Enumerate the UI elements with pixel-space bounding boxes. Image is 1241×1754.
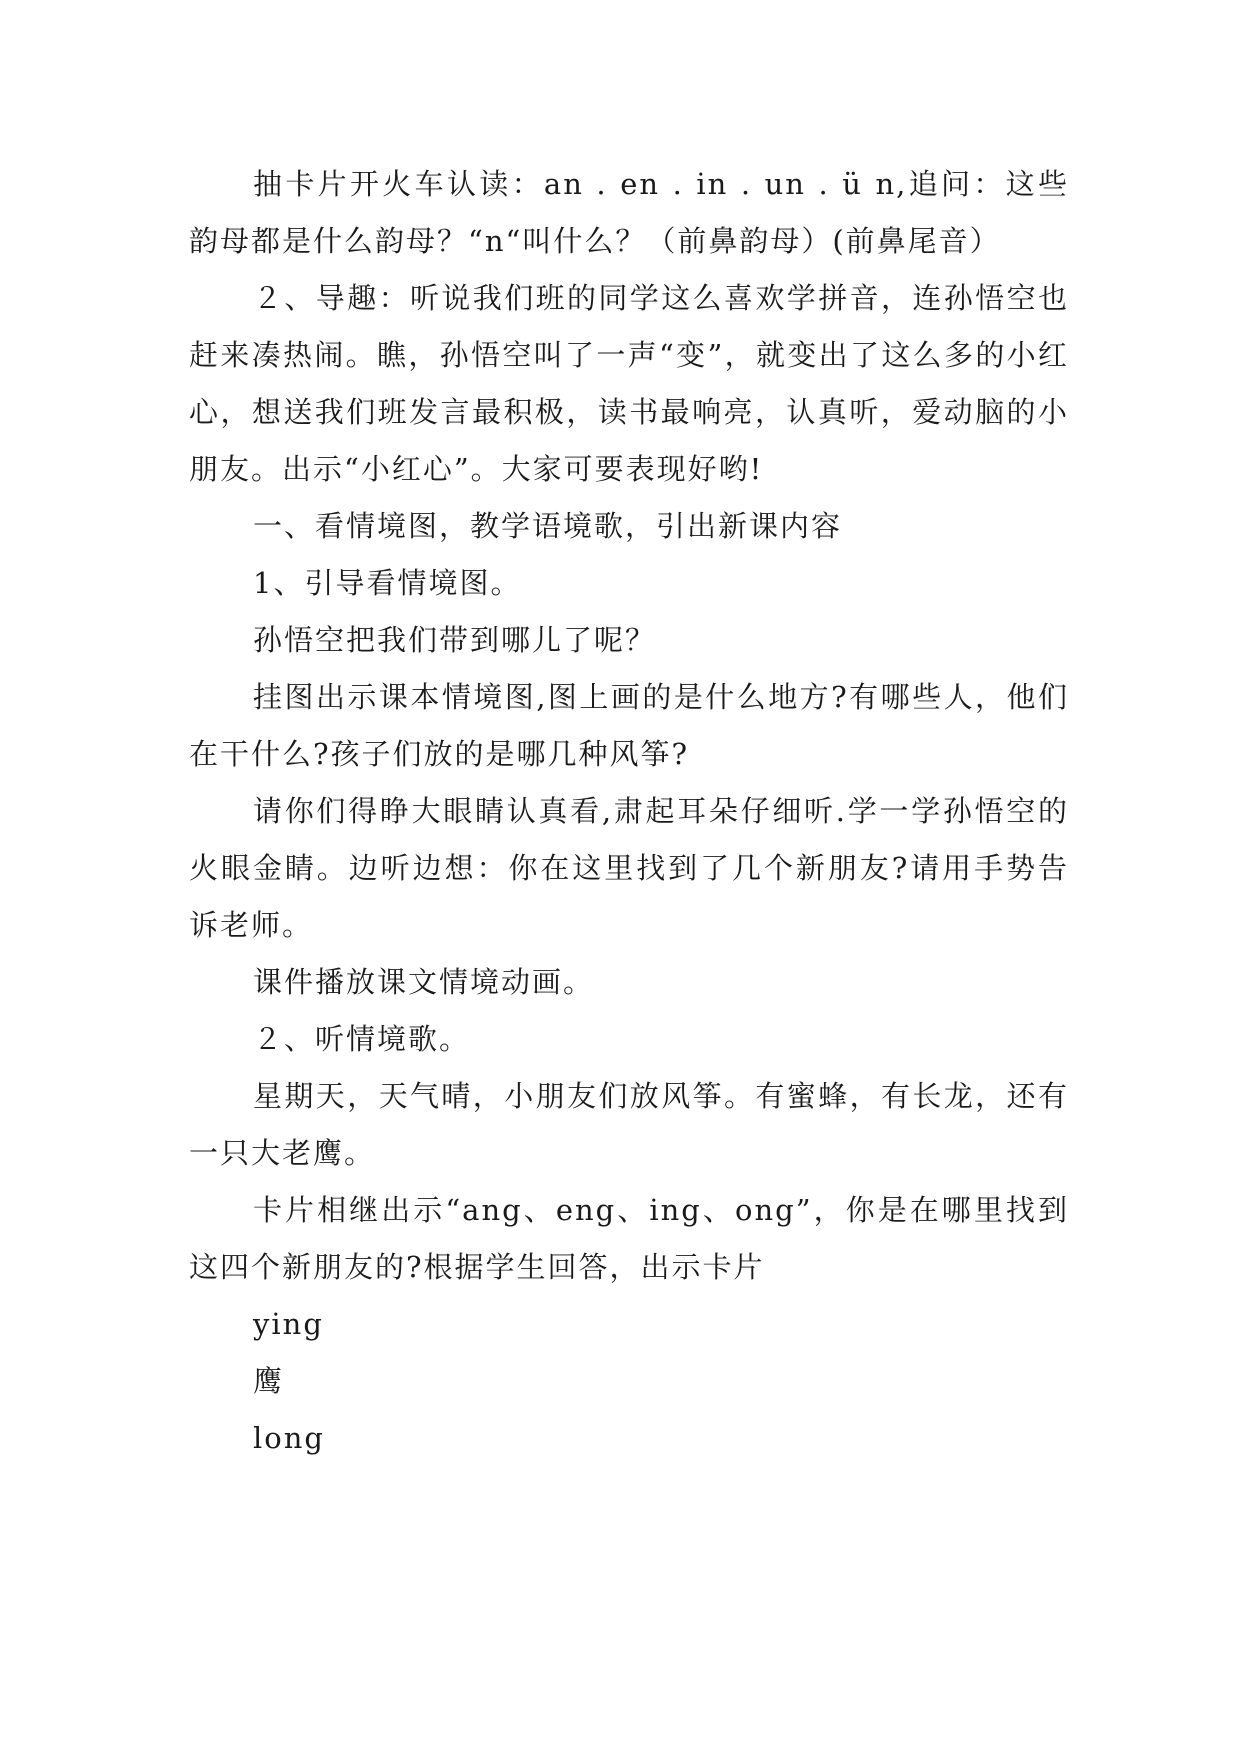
card-text: long xyxy=(253,1421,325,1455)
paragraph: 1、引导看情境图。 xyxy=(253,566,522,600)
paragraph: 孙悟空把我们带到哪儿了呢？ xyxy=(253,623,657,657)
card-text: ying xyxy=(253,1307,324,1341)
paragraph: 星期天，天气晴，小朋友们放风筝。有蜜蜂，有长龙，还有一只大老鹰。 xyxy=(189,1079,1069,1170)
paragraph: ２、听情境歌。 xyxy=(253,1022,471,1056)
paragraph: 抽卡片开火车认读：an . en . in . un . ü n,追问：这些韵母都是什么韵母？“n“叫什么？（前鼻韵母）(前鼻尾音） xyxy=(189,167,1069,258)
document-body xyxy=(189,156,1069,1467)
paragraph: 请你们得睁大眼睛认真看,肃起耳朵仔细听.学一学孙悟空的火眼金睛。边听边想：你在这里找到了几个新朋友?请用手势告诉老师。 xyxy=(189,794,1069,942)
paragraph: 挂图出示课本情境图,图上画的是什么地方?有哪些人，他们在干什么?孩子们放的是哪几种风筝? xyxy=(189,680,1069,771)
paragraph: ２、导趣：听说我们班的同学这么喜欢学拼音，连孙悟空也赶来凑热闹。瞧，孙悟空叫了一声“变”，就变出了这么多的小红心，想送我们班发言最积极，读书最响亮，认真听，爱动脑的小朋友。出示“小红心”。大家可要表现好哟! xyxy=(189,281,1069,486)
paragraph: 卡片相继出示“ang、eng、ing、ong”，你是在哪里找到这四个新朋友的?根据学生回答，出示卡片 xyxy=(189,1193,1069,1284)
paragraph: 课件播放课文情境动画。 xyxy=(253,965,595,999)
paragraph: 一、看情境图，教学语境歌，引出新课内容 xyxy=(253,509,843,543)
card-text: 鹰 xyxy=(253,1364,285,1398)
